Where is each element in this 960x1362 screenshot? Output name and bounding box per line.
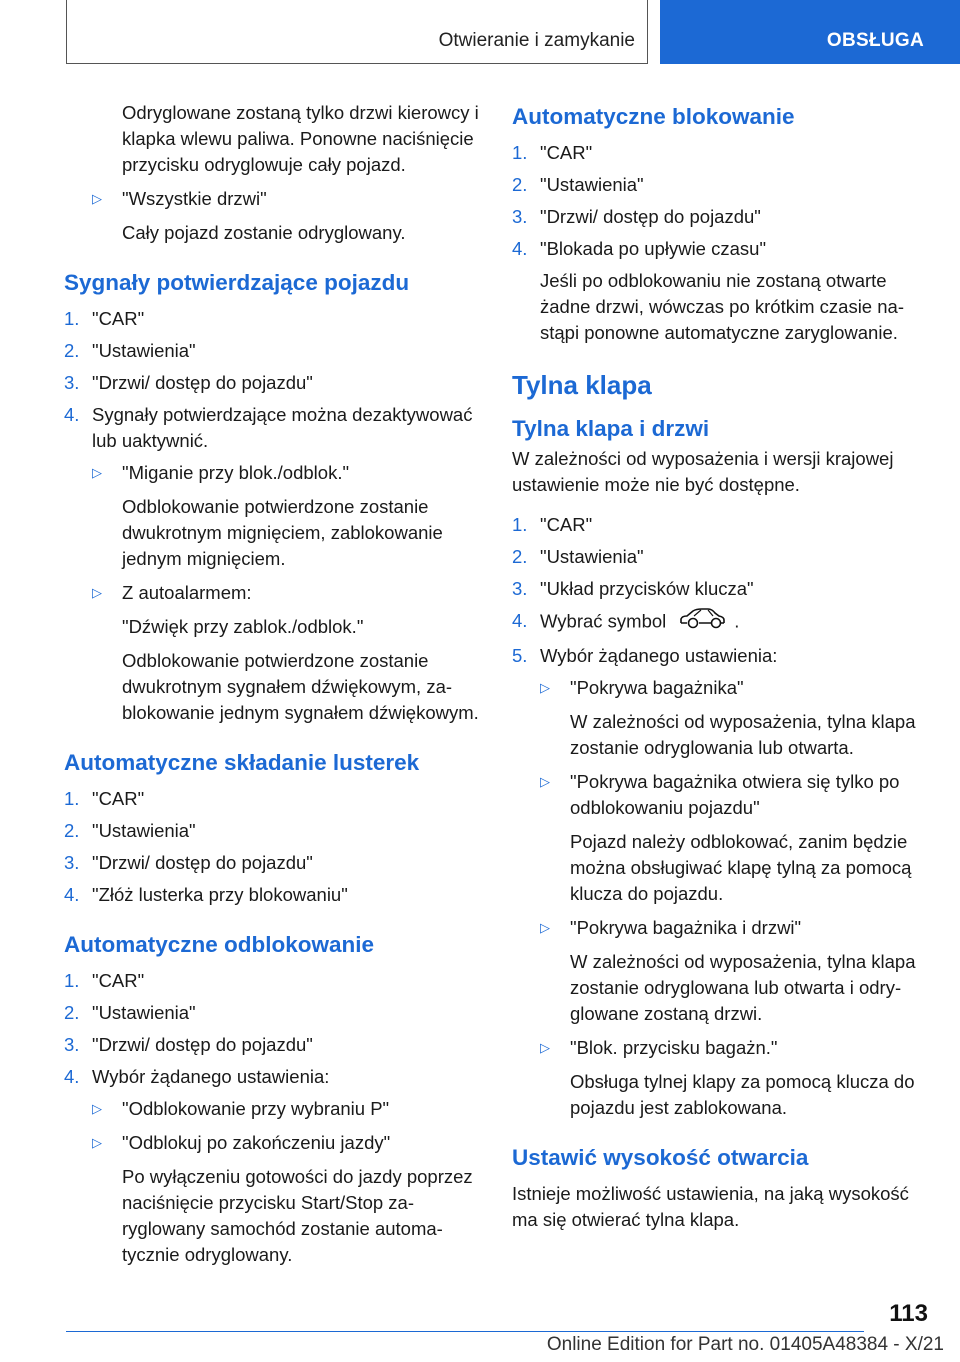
option-item: [540, 769, 924, 821]
option-item: [92, 460, 484, 486]
right-column: [512, 100, 924, 1241]
step-item: [64, 306, 484, 332]
step-text: "Drzwi/ dostęp do pojazdu": [92, 1034, 313, 1055]
step-number: 4.: [512, 238, 528, 259]
step-text: "CAR": [92, 788, 145, 809]
option-arrow-icon: ▷: [540, 1040, 550, 1055]
option-label: "Pokrywa bagażnika": [570, 677, 744, 698]
step-number: 3.: [64, 852, 80, 873]
step-text: Wybór żądanego ustawienia:: [540, 645, 778, 666]
option-label: "Pokrywa bagażnika otwiera się tylko po odblokowaniu pojazdu": [570, 771, 900, 818]
step-item: [64, 338, 484, 364]
option-label: "Wszystkie drzwi": [122, 188, 267, 209]
step-number: 3.: [64, 372, 80, 393]
step-text: "CAR": [540, 142, 593, 163]
header-section-title: Otwieranie i zamykanie: [438, 30, 635, 51]
step-item: [512, 608, 924, 637]
step-item: [64, 1000, 484, 1026]
step-item: [512, 140, 924, 166]
option-arrow-icon: ▷: [92, 191, 102, 206]
option-arrow-icon: ▷: [540, 680, 550, 695]
step-number: 4.: [512, 610, 528, 631]
option-item: [92, 580, 484, 606]
option-item: [540, 915, 924, 941]
option-arrow-icon: ▷: [540, 774, 550, 789]
step-text: "Złóż lusterka przy blokowaniu": [92, 884, 348, 905]
step-number: 1.: [64, 308, 80, 329]
step-text: "Drzwi/ dostęp do pojazdu": [92, 852, 313, 873]
section-heading-tailgate: Tylna klapa: [512, 370, 652, 400]
section-heading-auto-unlock: Automatyczne odblokowanie: [64, 932, 375, 957]
step-number: 2.: [64, 1002, 80, 1023]
option-item: [540, 675, 924, 701]
footer-divider: [66, 1331, 864, 1332]
option-item: [540, 1035, 924, 1061]
left-column: [64, 100, 484, 1276]
option-label: "Odblokowanie przy wybraniu P": [122, 1098, 390, 1119]
option-description: Cały pojazd zostanie odryglowany.: [122, 222, 406, 243]
step-item: [512, 643, 924, 669]
step-text-label: Wybrać symbol: [540, 610, 667, 632]
step-description: Jeśli po odblokowaniu nie zostaną otwarte żadne drzwi, wówczas po krótkim czasie nastąpi ponowne automatyczne zaryglowanie.: [540, 270, 904, 343]
step-item: [64, 370, 484, 396]
option-description: Obsługa tylnej klapy za pomocą klucza do pojazdu jest zablokowana.: [570, 1071, 915, 1118]
section-heading-opening-height: Ustawić wysokość otwarcia: [512, 1145, 809, 1170]
option-arrow-icon: ▷: [92, 1101, 102, 1116]
option-sub-label: "Dźwięk przy zablok./odblok.": [122, 616, 364, 637]
step-text: "CAR": [92, 308, 145, 329]
step-number: 3.: [512, 578, 528, 599]
step-number: 1.: [64, 788, 80, 809]
step-item: [512, 544, 924, 570]
step-number: 5.: [512, 645, 528, 666]
option-description: Odblokowanie potwierdzone zostanie dwukrotnym sygnałem dźwiękowym, zablokowanie jednym sygnałem dźwiękowym.: [122, 650, 479, 723]
step-item: [512, 236, 924, 262]
step-item: [64, 850, 484, 876]
step-text: "Drzwi/ dostęp do pojazdu": [540, 206, 761, 227]
step-text: [540, 608, 924, 637]
step-item: [64, 786, 484, 812]
step-number: 4.: [64, 884, 80, 905]
option-label: "Blok. przycisku bagażn.": [570, 1037, 778, 1058]
header-tab[interactable]: [660, 0, 960, 64]
step-number: 2.: [64, 340, 80, 361]
step-item: [512, 576, 924, 602]
header-tab-label: OBSŁUGA: [826, 30, 924, 51]
step-item: [512, 172, 924, 198]
footer-edition: Online Edition for Part no. 01405A48384 - X/21: [546, 1334, 944, 1355]
intro-paragraph: W zależności od wyposażenia i wersji krajowej ustawienie może nie być dostępne.: [512, 448, 894, 495]
step-item: [512, 512, 924, 538]
step-text-end: .: [734, 610, 740, 632]
step-number: 4.: [64, 1066, 80, 1087]
step-number: 1.: [64, 970, 80, 991]
step-number: 4.: [64, 404, 80, 425]
step-text: "Ustawienia": [540, 546, 644, 567]
section-heading-mirrors: Automatyczne składanie lusterek: [64, 750, 420, 775]
option-arrow-icon: ▷: [92, 1135, 102, 1150]
option-description: Pojazd należy odblokować, zanim będzie można obsługiwać klapę tylną za pomocą klucza do pojazdu.: [570, 831, 912, 904]
option-arrow-icon: ▷: [92, 465, 102, 480]
step-item: [64, 1064, 484, 1090]
step-item: [64, 968, 484, 994]
option-description: Po wyłączeniu gotowości do jazdy poprzez naciśnięcie przycisku Start/Stop zaryglowany samochód zostanie automatycznie odryglowany.: [122, 1166, 473, 1265]
step-number: 1.: [512, 514, 528, 535]
option-description: W zależności od wyposażenia, tylna klapa zostanie odryglowania lub otwarta.: [570, 711, 916, 758]
option-label: Z autoalarmem:: [122, 582, 252, 603]
step-number: 1.: [512, 142, 528, 163]
section-heading-auto-lock: Automatyczne blokowanie: [512, 104, 795, 129]
option-label: "Pokrywa bagażnika i drzwi": [570, 917, 802, 938]
option-label: "Odblokuj po zakończeniu jazdy": [122, 1132, 391, 1153]
step-number: 2.: [512, 174, 528, 195]
section-paragraph: Istnieje możliwość ustawienia, na jaką wysokość ma się otwierać tylna klapa.: [512, 1183, 909, 1230]
step-text: "Blokada po upływie czasu": [540, 238, 767, 259]
option-label: "Miganie przy blok./odblok.": [122, 462, 350, 483]
section-heading-signals: Sygnały potwierdzające pojazdu: [64, 270, 410, 295]
step-number: 2.: [64, 820, 80, 841]
option-arrow-icon: ▷: [540, 920, 550, 935]
header-box: [66, 0, 648, 64]
step-text: "Drzwi/ dostęp do pojazdu": [92, 372, 313, 393]
step-text: "Ustawienia": [540, 174, 644, 195]
step-text: Sygnały potwierdzające można dezaktywować lub uaktywnić.: [92, 404, 473, 451]
option-description: Odblokowanie potwierdzone zostanie dwukrotnym mignięciem, zablokowanie jednym mignięciem.: [122, 496, 443, 569]
step-text: "Ustawienia": [92, 820, 196, 841]
step-text: "CAR": [540, 514, 593, 535]
step-item: [64, 402, 484, 454]
car-icon: [678, 608, 726, 637]
step-text: Wybór żądanego ustawienia:: [92, 1066, 330, 1087]
step-number: 3.: [64, 1034, 80, 1055]
subsection-heading-tailgate-doors: Tylna klapa i drzwi: [512, 416, 710, 441]
step-text: "Ustawienia": [92, 340, 196, 361]
step-item: [512, 204, 924, 230]
option-description: W zależności od wyposażenia, tylna klapa zostanie odryglowana lub otwarta i odryglowane zostaną drzwi.: [570, 951, 916, 1024]
option-item: [92, 186, 484, 212]
step-number: 3.: [512, 206, 528, 227]
page-number: 113: [889, 1300, 928, 1327]
step-item: [64, 1032, 484, 1058]
step-text: "Ustawienia": [92, 1002, 196, 1023]
step-item: [64, 818, 484, 844]
option-arrow-icon: ▷: [92, 585, 102, 600]
step-text: "Układ przycisków klucza": [540, 578, 754, 599]
step-number: 2.: [512, 546, 528, 567]
intro-paragraph: Odryglowane zostaną tylko drzwi kierowcy i klapka wlewu paliwa. Ponowne naciśnięcie przycisku odryglowuje cały pojazd.: [122, 102, 479, 175]
option-item: [92, 1130, 484, 1156]
step-text: "CAR": [92, 970, 145, 991]
step-item: [64, 882, 484, 908]
option-item: [92, 1096, 484, 1122]
